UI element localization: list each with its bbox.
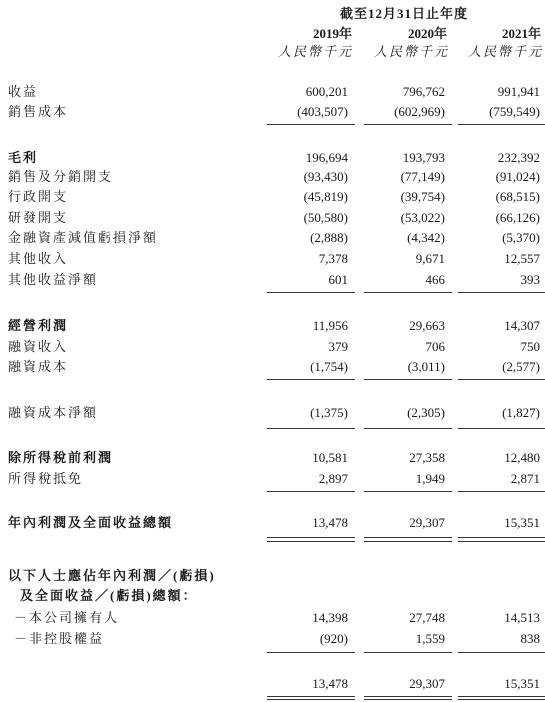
cell-operating-profit-2020: 29,663: [409, 318, 445, 333]
cell-profit-for-year-2021: 15,351: [504, 515, 540, 530]
row-label-selling-expenses: 銷售及分銷開支: [8, 169, 114, 184]
cell-other-gains-2021: 393: [520, 272, 540, 287]
cell-rnd-expenses-2020: (53,022): [400, 210, 445, 225]
cell-other-income-2019: 7,378: [318, 251, 348, 266]
cell-net-finance-costs-2020: (2,305): [407, 405, 445, 420]
cell-gross-profit-2020: 193,793: [402, 150, 445, 165]
subtotal-rule: [267, 292, 355, 293]
row-label-revenue: 收益: [8, 84, 39, 99]
cell-gross-profit-2021: 232,392: [497, 150, 540, 165]
total-double-rule: [364, 537, 452, 538]
cell-selling-expenses-2021: (91,024): [495, 169, 540, 184]
total-double-rule: [364, 696, 452, 697]
subtotal-rule: [458, 652, 545, 653]
subtotal-rule: [267, 379, 355, 380]
total-double-rule: [458, 696, 545, 697]
row-label-admin-expenses: 行政開支: [8, 189, 69, 204]
cell-profit-for-year-2019: 13,478: [312, 515, 348, 530]
cell-non-controlling-2021: 838: [520, 631, 540, 646]
total-double-rule: [364, 699, 452, 700]
cell-rnd-expenses-2019: (50,580): [303, 210, 348, 225]
cell-other-gains-2019: 601: [328, 272, 348, 287]
subtotal-rule: [267, 652, 355, 653]
total-double-rule: [364, 541, 452, 542]
cell-cost-of-sales-2019: (403,507): [297, 104, 348, 119]
cell-impairment-losses-2020: (4,342): [407, 230, 445, 245]
cell-net-finance-costs-2021: (1,827): [502, 405, 540, 420]
row-label-other-gains: 其他收益淨額: [8, 272, 99, 287]
row-label-other-income: 其他收入: [8, 251, 69, 266]
cell-owners-2021: 14,513: [504, 610, 540, 625]
cell-impairment-losses-2019: (2,888): [310, 230, 348, 245]
cell-profit-before-tax-2021: 12,480: [504, 450, 540, 465]
cell-profit-before-tax-2020: 27,358: [409, 450, 445, 465]
cell-other-income-2021: 12,557: [504, 251, 540, 266]
cell-other-gains-2020: 466: [425, 272, 445, 287]
cell-impairment-losses-2021: (5,370): [502, 230, 540, 245]
cell-admin-expenses-2020: (39,754): [400, 189, 445, 204]
subtotal-rule: [364, 292, 452, 293]
cell-finance-income-2021: 750: [520, 339, 540, 354]
cell-income-tax-credit-2019: 2,897: [318, 471, 348, 486]
cell-finance-costs-2020: (3,011): [407, 359, 445, 374]
row-label-non-controlling: －非控股權益: [14, 631, 105, 646]
total-double-rule: [458, 541, 545, 542]
subtotal-rule: [458, 428, 545, 429]
row-label-gross-profit: 毛利: [8, 150, 39, 165]
subtotal-rule: [267, 491, 355, 492]
row-label-profit-for-year: 年內利潤及全面收益總額: [8, 515, 174, 530]
year-2019-header: 2019年: [312, 26, 352, 41]
cell-finance-income-2020: 706: [425, 339, 445, 354]
subtotal-rule: [458, 292, 545, 293]
row-label-operating-profit: 經營利潤: [8, 318, 69, 333]
cell-profit-before-tax-2019: 10,581: [312, 450, 348, 465]
subtotal-rule: [364, 428, 452, 429]
row-label-profit-before-tax: 除所得稅前利潤: [8, 450, 114, 465]
cell-owners-2020: 27,748: [409, 610, 445, 625]
subtotal-rule: [458, 124, 545, 125]
cell-admin-expenses-2021: (68,515): [495, 189, 540, 204]
cell-revenue-2019: 600,201: [305, 84, 348, 99]
cell-total-2020: 29,307: [409, 676, 445, 691]
row-label-net-finance-costs: 融資成本淨額: [8, 405, 99, 420]
subtotal-rule: [364, 491, 452, 492]
total-double-rule: [458, 537, 545, 538]
currency-2021: 人民幣千元: [467, 44, 543, 59]
subtotal-rule: [267, 428, 355, 429]
cell-finance-costs-2021: (2,577): [502, 359, 540, 374]
row-label-cost-of-sales: 銷售成本: [8, 104, 69, 119]
cell-total-2021: 15,351: [504, 676, 540, 691]
cell-cost-of-sales-2020: (602,969): [394, 104, 445, 119]
total-double-rule: [458, 699, 545, 700]
total-double-rule: [267, 541, 355, 542]
row-label-impairment-losses: 金融資產減值虧損淨額: [8, 230, 159, 245]
cell-cost-of-sales-2021: (759,549): [489, 104, 540, 119]
row-label-owners: －本公司擁有人: [14, 610, 120, 625]
subtotal-rule: [364, 652, 452, 653]
cell-net-finance-costs-2019: (1,375): [310, 405, 348, 420]
cell-non-controlling-2020: 1,559: [415, 631, 445, 646]
cell-profit-for-year-2020: 29,307: [409, 515, 445, 530]
cell-other-income-2020: 9,671: [415, 251, 445, 266]
attributable-heading: 以下人士應佔年內利潤／(虧損): [8, 568, 216, 583]
currency-2020: 人民幣千元: [373, 44, 449, 59]
cell-operating-profit-2019: 11,956: [312, 318, 348, 333]
cell-revenue-2021: 991,941: [497, 84, 540, 99]
cell-total-2019: 13,478: [312, 676, 348, 691]
row-label-rnd-expenses: 研發開支: [8, 210, 69, 225]
cell-non-controlling-2019: (920): [319, 631, 348, 646]
cell-operating-profit-2021: 14,307: [504, 318, 540, 333]
total-double-rule: [267, 696, 355, 697]
cell-admin-expenses-2019: (45,819): [303, 189, 348, 204]
cell-finance-costs-2019: (1,754): [310, 359, 348, 374]
cell-income-tax-credit-2020: 1,949: [415, 471, 445, 486]
subtotal-rule: [364, 124, 452, 125]
cell-owners-2019: 14,398: [312, 610, 348, 625]
subtotal-rule: [267, 124, 355, 125]
cell-revenue-2020: 796,762: [402, 84, 445, 99]
currency-2019: 人民幣千元: [277, 44, 353, 59]
cell-selling-expenses-2019: (93,430): [303, 169, 348, 184]
year-2021-header: 2021年: [501, 26, 541, 41]
row-label-finance-income: 融資收入: [8, 339, 69, 354]
cell-income-tax-credit-2021: 2,871: [510, 471, 540, 486]
cell-selling-expenses-2020: (77,149): [400, 169, 445, 184]
cell-rnd-expenses-2021: (66,126): [495, 210, 540, 225]
row-label-income-tax-credit: 所得稅抵免: [8, 471, 84, 486]
year-2020-header: 2020年: [407, 26, 447, 41]
subtotal-rule: [364, 379, 452, 380]
cell-finance-income-2019: 379: [328, 339, 348, 354]
cell-gross-profit-2019: 196,694: [305, 150, 348, 165]
total-double-rule: [267, 699, 355, 700]
subtotal-rule: [458, 379, 545, 380]
row-label-finance-costs: 融資成本: [8, 359, 69, 374]
subtotal-rule: [458, 491, 545, 492]
attributable-subheading: 及全面收益／(虧損)總額：: [20, 588, 198, 603]
total-double-rule: [267, 537, 355, 538]
period-header: 截至12月31日止年度: [340, 6, 469, 21]
